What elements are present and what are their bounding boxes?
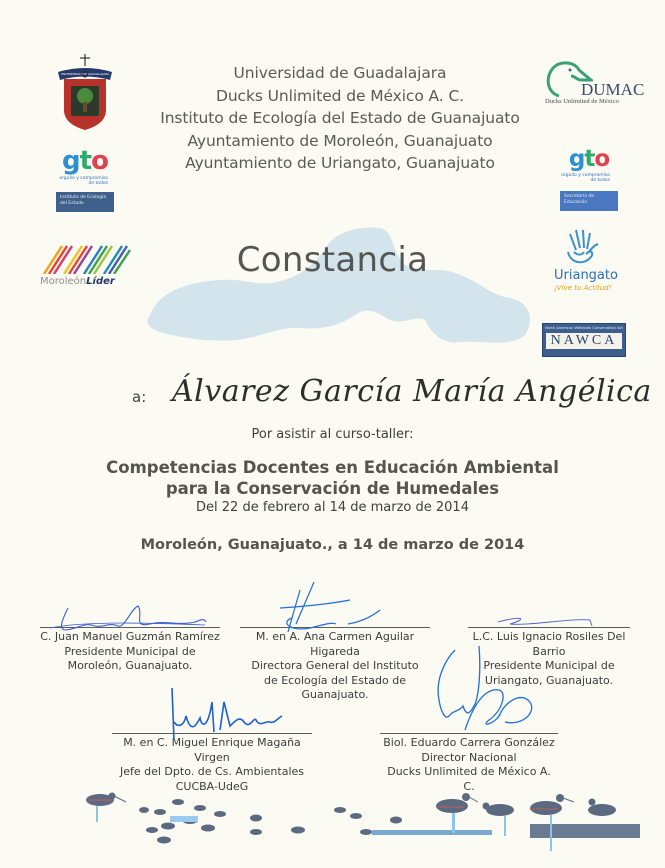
signatory-role: Presidente Municipal de (64, 644, 196, 658)
udg-crest-icon (55, 52, 115, 132)
uriangato-slogan: ¡Vive tu Actitud! (554, 284, 612, 292)
dumac-logo (541, 58, 659, 108)
nawca-wordmark: NAWCA (546, 333, 622, 349)
recipient-row (128, 374, 652, 414)
issuing-institutions (150, 62, 530, 175)
shorebirds-illustration (60, 780, 640, 860)
signature-line (40, 627, 220, 628)
gto-wordmark: gto (62, 146, 108, 176)
udg-logo (55, 52, 115, 132)
signatory-role: Presidente Municipal de (483, 659, 615, 672)
course-title-line: Competencias Docentes en Educación Ambiental (106, 458, 559, 477)
recipient-prefix: a: (132, 388, 147, 406)
header-line: Ducks Unlimited de México A. C. (215, 86, 464, 105)
signatory-name: M. en C. Miguel Enrique Magaña Virgen (123, 736, 301, 764)
signatory-org: Moroleón, Guanajuato. (67, 659, 193, 672)
gto-tagline: orgullo y compromiso de todos (59, 176, 108, 186)
signature-line (240, 627, 430, 628)
header-line: Ayuntamiento de Uriangato, Guanajuato (185, 154, 495, 172)
attendance-reason: Por asistir al curso-taller: (251, 427, 414, 442)
lider-word: Líder (86, 276, 115, 287)
header-line: Instituto de Ecología del Estado de Guanajuato (160, 109, 520, 127)
dumac-subtitle: Ducks Unlimited de México (545, 98, 619, 105)
signature-line (380, 733, 558, 734)
gto-secretaria-box: Secretaría de Educación (560, 191, 618, 211)
signatory-role: Directora General del Instituto (251, 659, 419, 672)
certificate-title: Constancia (236, 240, 429, 280)
place-and-date: Moroleón, Guanajuato., a 14 de marzo de 2014 (140, 537, 525, 553)
gto-logo-right (560, 146, 618, 216)
course-title (0, 457, 665, 499)
nawca-logo (542, 323, 626, 357)
signature-block (240, 627, 430, 703)
signatory-role: Jefe del Dpto. de Cs. Ambientales (119, 765, 305, 778)
signature-block (40, 627, 220, 674)
dumac-wordmark: DUMAC (581, 80, 645, 99)
signatory-name: M. en A. Ana Carmen Aguilar Higareda (255, 630, 415, 658)
course-title-line: para la Conservación de Humedales (165, 479, 500, 498)
uriangato-wordmark: Uriangato (554, 268, 618, 283)
moroleon-word: Moroleón (40, 276, 87, 287)
signature-block (468, 627, 630, 688)
gto-tagline: orgullo y compromiso de todos (561, 173, 610, 183)
course-dates: Del 22 de febrero al 14 de marzo de 2014 (196, 500, 469, 515)
signatory-name: Biol. Eduardo Carrera González (383, 736, 555, 749)
gto-wordmark: gto (568, 146, 610, 172)
udg-banner-text: UNIVERSIDAD DE GUADALAJARA (60, 72, 110, 76)
header-line: Universidad de Guadalajara (233, 64, 447, 82)
recipient-name: Álvarez García María Angélica (172, 374, 652, 409)
signatory-role: Director Nacional (421, 750, 517, 764)
signatory-org: Uriangato, Guanajuato. (484, 673, 614, 687)
signatory-org: de Ecología del Estado de Guanajuato. (263, 673, 407, 701)
signatory-name: C. Juan Manuel Guzmán Ramírez (40, 630, 220, 643)
nawca-top-text: North American Wetlands Conservation Act (545, 326, 623, 330)
signatory-org: CUCBA-UdeG (175, 779, 249, 793)
signature-line (112, 733, 312, 734)
signatory-org: Ducks Unlimited de México A. C. (387, 765, 551, 793)
header-line: Ayuntamiento de Moroleón, Guanajuato (187, 131, 493, 150)
signatory-name: L.C. Luis Ignacio Rosiles Del Barrio (472, 630, 626, 658)
gto-logo-left (56, 148, 114, 218)
signature-line (468, 627, 630, 628)
gto-institute-box: Instituto de Ecología del Estado (56, 192, 114, 212)
